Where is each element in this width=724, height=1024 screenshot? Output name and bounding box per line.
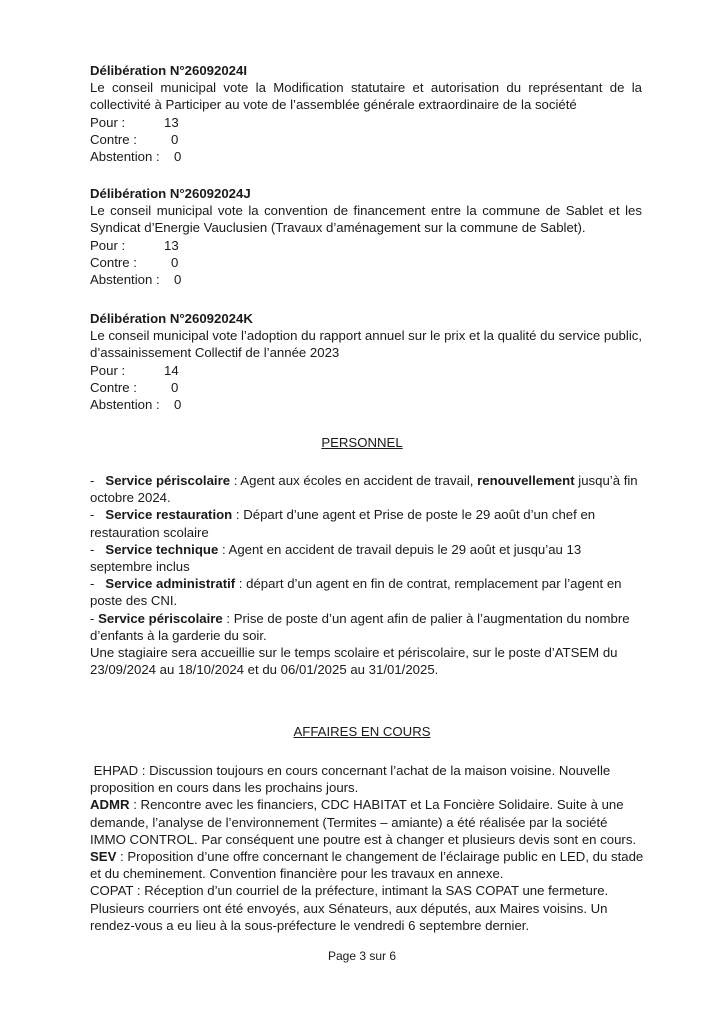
- personnel-item-continuation: restauration scolaire: [90, 524, 209, 540]
- personnel-list: [90, 472, 642, 678]
- vote-label: Contre :: [90, 131, 137, 147]
- list-dash: -: [90, 473, 95, 488]
- vote-abstention: [90, 271, 642, 288]
- deliberation-i: [90, 62, 642, 165]
- service-label: Service restauration: [105, 507, 233, 523]
- item-text: jusqu’à fin: [574, 473, 638, 488]
- vote-pour: [90, 237, 642, 254]
- affaire-copat: [90, 882, 642, 899]
- list-dash: -: [90, 541, 95, 557]
- affaire-label: EHPAD: [93, 763, 139, 778]
- vote-value: 0: [174, 271, 182, 287]
- personnel-item: [90, 541, 642, 558]
- affaire-admr: [90, 796, 642, 813]
- list-dash: -: [90, 507, 95, 523]
- vote-contre: [90, 254, 642, 271]
- affaire-text-line: demande, l’analyse de l’environnement (Termites – amiante) a été réalisée par la société: [90, 814, 608, 830]
- personnel-item-continuation: d’enfants à la garderie du soir.: [90, 627, 267, 643]
- affaire-text: : Rencontre avec les financiers, CDC HABITAT et La Foncière Solidaire. Suite à une: [129, 797, 624, 813]
- vote-value: 0: [171, 254, 179, 270]
- page-number: Page 3 sur 6: [327, 949, 397, 963]
- deliberation-text-line: Le conseil municipal vote la Modification statutaire et autorisation du représentant de la: [90, 80, 642, 96]
- affaire-ehpad: [90, 762, 642, 779]
- deliberation-k: [90, 310, 642, 413]
- vote-value: 0: [171, 131, 179, 147]
- deliberation-text-line: d’assainissement Collectif de l’année 2023: [90, 345, 340, 361]
- service-label: Service périscolaire: [105, 473, 231, 488]
- affaire-text: : Discussion toujours en cours concernant l’achat de la maison voisine. Nouvelle: [138, 763, 611, 778]
- affaire-sev: [90, 848, 642, 865]
- vote-label: Abstention :: [90, 148, 160, 164]
- deliberation-title: Délibération N°26092024J: [90, 186, 251, 201]
- personnel-item: [90, 472, 642, 489]
- vote-value: 0: [171, 379, 179, 395]
- vote-label: Pour :: [90, 114, 126, 130]
- personnel-item-continuation: septembre inclus: [90, 558, 190, 574]
- item-text: : départ d’un agent en fin de contrat, remplacement par l’agent en: [235, 576, 622, 592]
- affaire-text-line: et du cheminement. Convention financière pour les travaux en annexe.: [90, 866, 504, 882]
- vote-label: Contre :: [90, 379, 137, 395]
- affaire-text: : Proposition d’une offre concernant le changement de l’éclairage public en LED, du stade: [116, 848, 644, 864]
- personnel-item: [90, 575, 642, 592]
- personnel-item: [90, 506, 642, 523]
- affaire-label: ADMR: [90, 797, 130, 813]
- vote-pour: [90, 362, 642, 379]
- item-text: : Départ d’une agent et Prise de poste le 29 août d’un chef en: [232, 507, 596, 523]
- section-heading-personnel: PERSONNEL: [321, 435, 403, 450]
- item-emphasis: renouvellement: [477, 473, 575, 488]
- vote-value: 0: [174, 396, 182, 412]
- deliberation-text-line: Le conseil municipal vote la convention de financement entre la commune de Sablet et les: [90, 203, 642, 219]
- list-dash: -: [90, 576, 95, 592]
- deliberation-text-line: collectivité à Participer au vote de l’assemblée générale extraordinaire de la société: [90, 97, 577, 113]
- item-text: : Agent aux écoles en accident de travail,: [230, 473, 478, 488]
- vote-label: Pour :: [90, 362, 126, 378]
- item-text: : Agent en accident de travail depuis le 29 août et jusqu’au 13: [218, 541, 582, 557]
- list-dash: -: [90, 610, 95, 626]
- vote-value: 13: [164, 114, 179, 130]
- vote-abstention: [90, 148, 642, 165]
- vote-contre: [90, 131, 642, 148]
- deliberation-text-line: Syndicat d’Energie Vauclusien (Travaux d’aménagement sur la commune de Sablet).: [90, 220, 586, 236]
- stagiaire-text: Une stagiaire sera accueillie sur le temps scolaire et périscolaire, sur le poste d’ATSEM du: [90, 644, 618, 660]
- service-label: Service périscolaire: [98, 610, 223, 626]
- item-text: : Prise de poste d’un agent afin de palier à l’augmentation du nombre: [222, 610, 630, 626]
- vote-label: Abstention :: [90, 271, 160, 287]
- affaire-label: SEV: [90, 848, 117, 864]
- affaire-label: COPAT: [90, 883, 134, 899]
- personnel-item-continuation: octobre 2024.: [90, 490, 171, 506]
- vote-label: Pour :: [90, 237, 126, 253]
- personnel-item-continuation: poste des CNI.: [90, 593, 178, 609]
- vote-contre: [90, 379, 642, 396]
- vote-pour: [90, 114, 642, 131]
- vote-value: 14: [164, 362, 179, 378]
- affaire-text-line: rendez-vous a eu lieu à la sous-préfecture le vendredi 6 septembre dernier.: [90, 917, 530, 933]
- section-heading-affaires: AFFAIRES EN COURS: [293, 724, 431, 739]
- stagiaire-text: 23/09/2024 au 18/10/2024 et du 06/01/2025 au 31/01/2025.: [90, 662, 439, 678]
- vote-value: 0: [174, 148, 182, 164]
- vote-label: Abstention :: [90, 396, 160, 412]
- deliberation-text-line: Le conseil municipal vote l’adoption du rapport annuel sur le prix et la qualité du service public,: [90, 328, 643, 344]
- deliberation-title: Délibération N°26092024K: [90, 311, 253, 326]
- service-label: Service administratif: [105, 576, 236, 592]
- vote-value: 13: [164, 237, 179, 253]
- vote-label: Contre :: [90, 254, 137, 270]
- deliberation-j: [90, 185, 642, 288]
- deliberation-title: Délibération N°26092024I: [90, 63, 248, 78]
- affaire-text: : Réception d’un courriel de la préfecture, intimant la SAS COPAT une fermeture.: [133, 883, 609, 899]
- personnel-item: [90, 610, 642, 627]
- affaire-text-line: IMMO CONTROL. Par conséquent une poutre est à changer et plusieurs devis sont en cours.: [90, 831, 637, 847]
- affaire-text-line: proposition en cours dans les prochains jours.: [90, 780, 359, 796]
- vote-abstention: [90, 396, 642, 413]
- service-label: Service technique: [105, 541, 219, 557]
- affaire-text-line: Plusieurs courriers ont été envoyés, aux Sénateurs, aux députés, aux Maires voisins. Un: [90, 900, 608, 916]
- affaires-list: [90, 762, 642, 934]
